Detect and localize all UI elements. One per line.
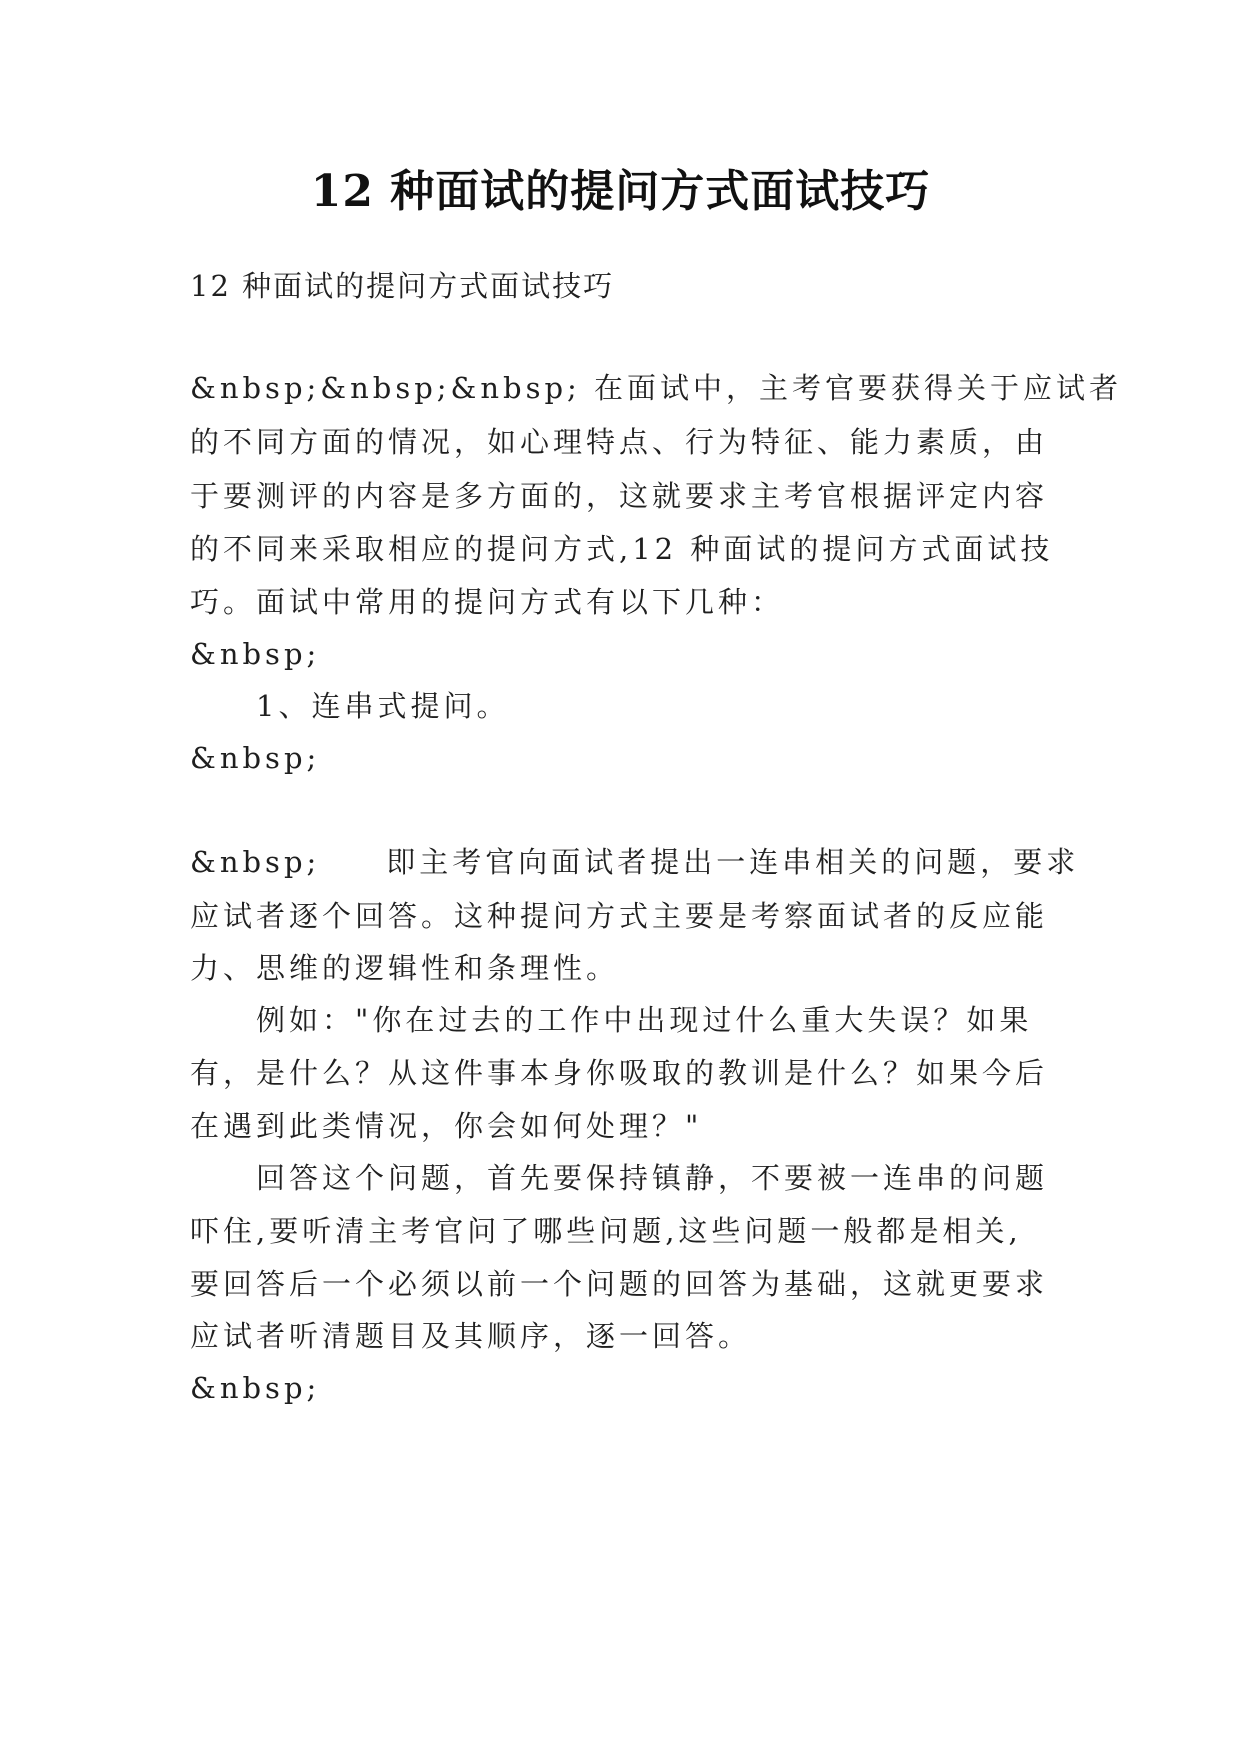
body-line: 力、思维的逻辑性和条理性。 bbox=[190, 951, 620, 985]
section-heading: 1、连串式提问。 bbox=[256, 689, 510, 723]
body-line: 于要测评的内容是多方面的，这就要求主考官根据评定内容 bbox=[190, 479, 1049, 513]
body-line: 有，是什么？从这件事本身你吸取的教训是什么？如果今后 bbox=[190, 1056, 1049, 1090]
body-line: 巧。面试中常用的提问方式有以下几种： bbox=[190, 585, 785, 619]
document-subtitle: 12 种面试的提问方式面试技巧 bbox=[190, 269, 615, 303]
body-line: &nbsp; bbox=[190, 1371, 321, 1405]
body-line: 回答这个问题，首先要保持镇静，不要被一连串的问题 bbox=[256, 1161, 1049, 1195]
body-line: 在遇到此类情况，你会如何处理？" bbox=[190, 1109, 703, 1143]
body-line: 应试者逐个回答。这种提问方式主要是考察面试者的反应能 bbox=[190, 899, 1049, 933]
body-line: 应试者听清题目及其顺序，逐一回答。 bbox=[190, 1319, 752, 1353]
body-line: &nbsp;&nbsp;&nbsp; 在面试中，主考官要获得关于应试者 bbox=[190, 371, 1123, 405]
body-line: 吓住,要听清主考官问了哪些问题,这些问题一般都是相关, bbox=[190, 1214, 1022, 1248]
body-line: &nbsp; 即主考官向面试者提出一连串相关的问题，要求 bbox=[190, 845, 1080, 879]
body-line: 要回答后一个必须以前一个问题的回答为基础，这就更要求 bbox=[190, 1267, 1049, 1301]
body-line: 例如："你在过去的工作中出现过什么重大失误？如果 bbox=[256, 1003, 1033, 1037]
body-line: 的不同来采取相应的提问方式,12 种面试的提问方式面试技 bbox=[190, 532, 1054, 566]
body-line: 的不同方面的情况，如心理特点、行为特征、能力素质，由 bbox=[190, 425, 1049, 459]
document-title: 12 种面试的提问方式面试技巧 bbox=[310, 166, 931, 217]
body-line: &nbsp; bbox=[190, 637, 321, 671]
body-line: &nbsp; bbox=[190, 741, 321, 775]
